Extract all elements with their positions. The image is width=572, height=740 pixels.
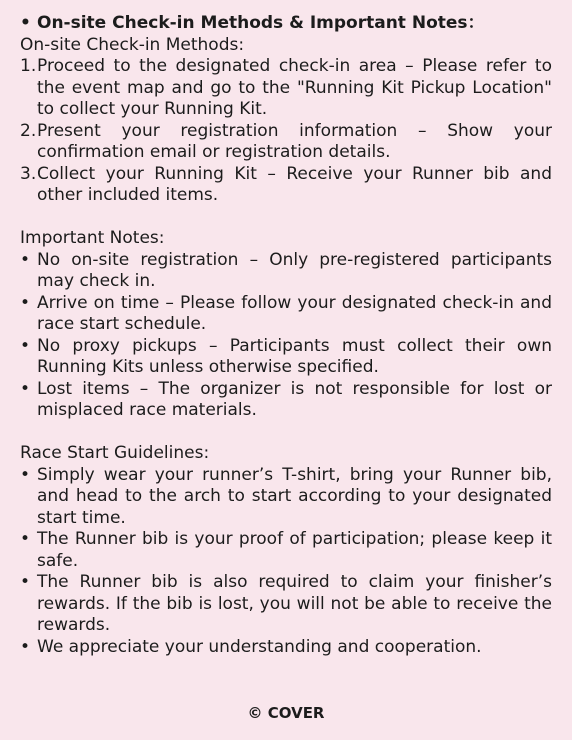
list-item [20,293,552,336]
list-item [20,336,552,379]
item-text: No on-site registration – Only pre-registered participants may check in. [37,249,552,291]
list-item [20,572,552,637]
list-item [20,637,552,659]
bullet-icon: • [20,249,31,270]
list-item [20,56,552,121]
item-text: Lost items – The organizer is not responsible for lost or misplaced race materials. [37,378,552,420]
bullet-icon: • [20,292,31,313]
important-notes-title: Important Notes: [20,228,165,248]
bullet-icon: • [20,378,31,399]
bullet-icon: • [20,335,31,356]
list-item [20,529,552,572]
item-text: Simply wear your runner’s T-shirt, bring your Runner bib, and head to the arch to start according to your designated start time. [37,464,552,528]
notice-content [20,13,552,658]
item-number: 3. [20,163,37,184]
item-text: The Runner bib is your proof of participation; please keep it safe. [37,529,552,571]
checkin-methods-title: On-site Check-in Methods: [20,34,245,55]
item-text: Present your registration information – Show your confirmation email or registration details. [37,120,552,162]
list-item [20,121,552,164]
item-text: No proxy pickups – Participants must collect their own Running Kits unless otherwise specified. [37,335,552,377]
heading-bullet: • [20,13,31,33]
race-start-guidelines-list [20,465,552,659]
list-item [20,164,552,207]
race-start-guidelines-title: Race Start Guidelines: [20,443,210,463]
item-text: Arrive on time – Please follow your designated check-in and race start schedule. [37,292,552,334]
copyright-footer: © COVER [247,704,325,722]
item-number: 1. [20,56,37,76]
main-heading [20,13,552,35]
heading-text: On-site Check-in Methods & Important Notes： [37,13,485,33]
list-item [20,465,552,530]
important-notes-list [20,250,552,422]
bullet-icon: • [20,529,31,549]
bullet-icon: • [20,572,31,592]
item-text: The Runner bib is also required to claim your finisher’s rewards. If the bib is lost, you will not be able to receive the rewards. [37,572,552,635]
checkin-methods-list [20,56,552,207]
bullet-icon: • [20,636,31,657]
item-text: Proceed to the designated check-in area – Please refer to the event map and go to the "Running Kit Pickup Location" to collect your Running Kit. [37,56,552,119]
item-number: 2. [20,120,37,141]
item-text: Collect your Running Kit – Receive your Runner bib and other included items. [37,163,552,205]
bullet-icon: • [20,464,31,485]
list-item [20,250,552,293]
list-item [20,379,552,422]
item-text: We appreciate your understanding and cooperation. [37,636,482,657]
